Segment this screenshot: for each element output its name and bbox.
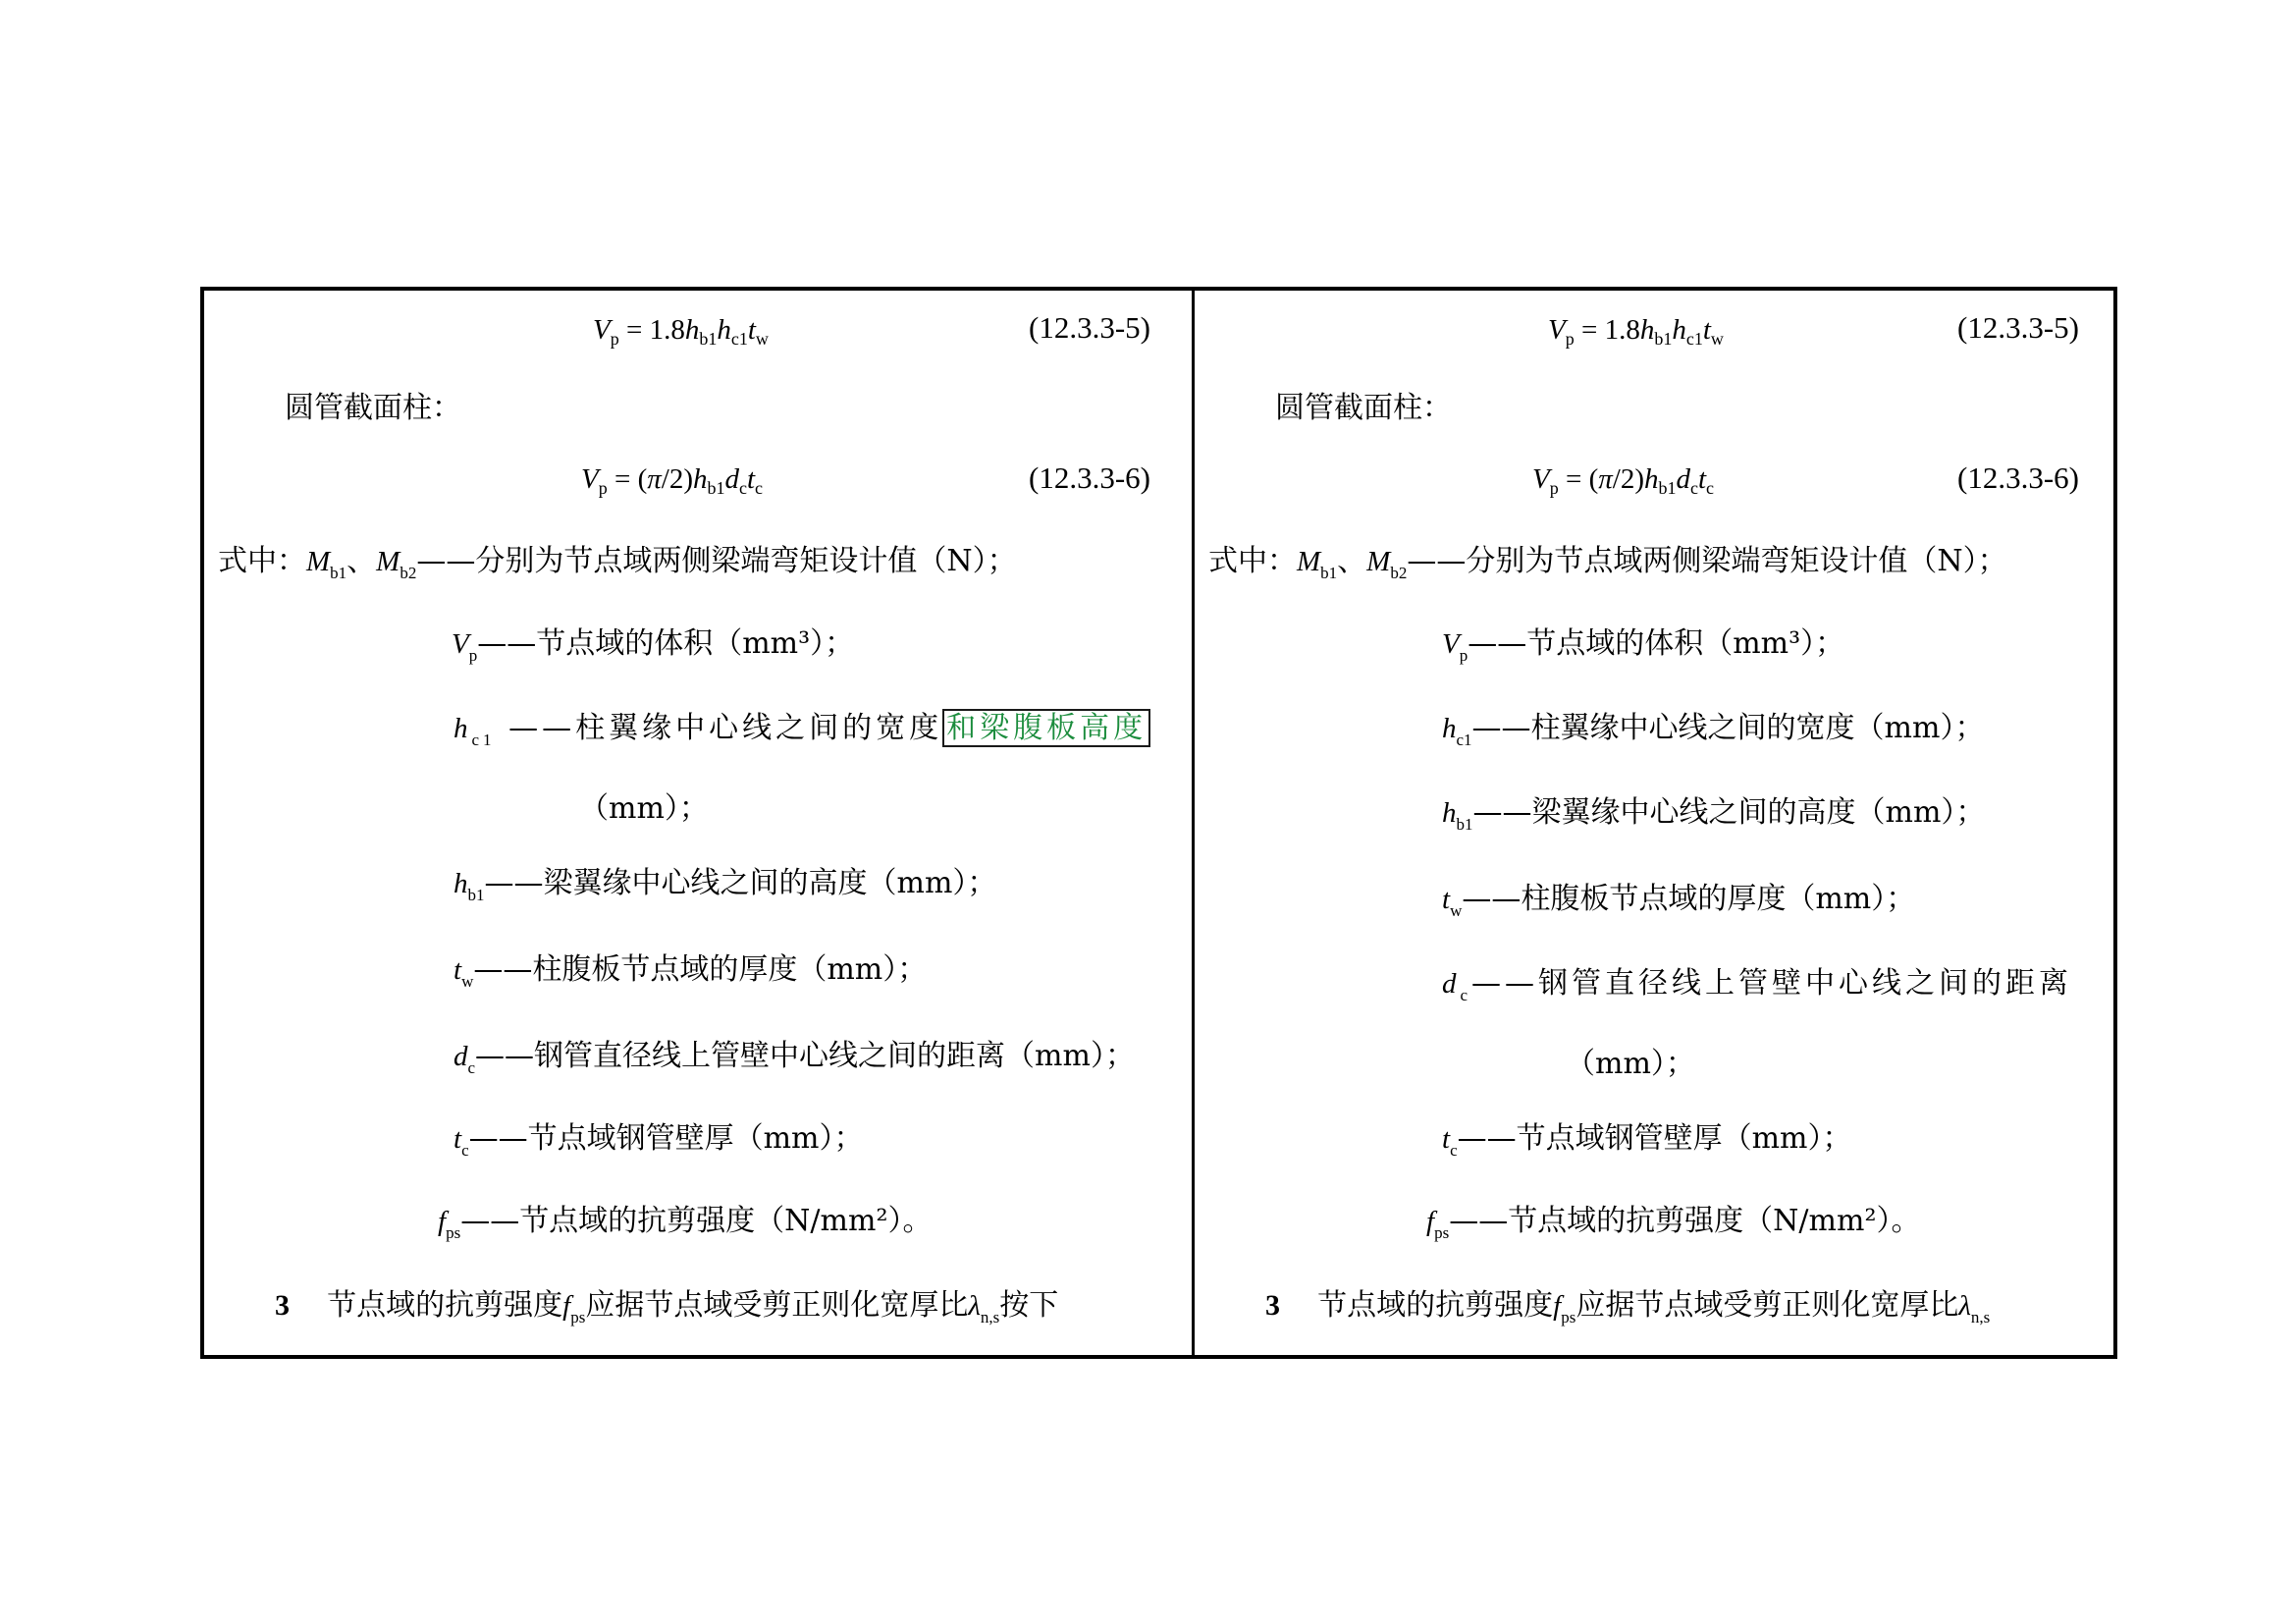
equation-12-3-3-5: $V_p = 1.8h_{b1}h_{c1}t_w$ — [1548, 314, 1724, 349]
definition-tc: $t_c——$节点域钢管壁厚（mm）； — [454, 1121, 864, 1160]
definition-mb: 式中：$M_{b1}$、$M_{b2}——$分别为节点域两侧梁端弯矩设计值（N）； — [218, 544, 1017, 582]
definition-tc: $t_c——$节点域钢管壁厚（mm）； — [1442, 1121, 1852, 1160]
equation-number: (12.3.3-6) — [1029, 460, 1150, 495]
definition-tw: $t_w——$柱腹板节点域的厚度（mm）； — [454, 952, 928, 991]
definition-hb1: $h_{b1}——$梁翼缘中心线之间的高度（mm）； — [1442, 795, 1986, 834]
equation-12-3-3-6: $V_p = (\pi/2)h_{b1}d_ct_c$ — [1532, 463, 1715, 498]
definition-tw: $t_w——$柱腹板节点域的厚度（mm）； — [1442, 882, 1916, 920]
equation-number: (12.3.3-5) — [1029, 310, 1150, 345]
definition-mb: 式中：$M_{b1}$、$M_{b2}——$分别为节点域两侧梁端弯矩设计值（N）； — [1208, 544, 2007, 582]
definition-hb1: $h_{b1}——$梁翼缘中心线之间的高度（mm）； — [454, 866, 997, 904]
round-tube-heading: 圆管截面柱： — [1275, 391, 1452, 425]
definition-dc-unit: （mm）； — [1566, 1047, 1695, 1081]
definition-hc1: $h_{c1}——$柱翼缘中心线之间的宽度（mm）； — [1442, 711, 1985, 749]
right-column — [1195, 287, 2113, 1359]
equation-number: (12.3.3-6) — [1957, 460, 2079, 495]
clause-3: 3 节点域的抗剪强度$f_{ps}$应据节点域受剪正则化宽厚比$\lambda_{n,s}$按下 — [275, 1288, 1059, 1326]
equation-12-3-3-6: $V_p = (\pi/2)h_{b1}d_ct_c$ — [581, 463, 764, 498]
definition-hc1-unit: （mm）； — [579, 791, 709, 826]
definition-vp: $V_p——$节点域的体积（mm³）； — [452, 626, 855, 665]
definition-dc: $d_c——$钢管直径线上管壁中心线之间的距离（mm）； — [454, 1039, 1135, 1077]
highlighted-insertion: 和梁腹板高度 — [942, 709, 1150, 747]
definition-fps: $f_{ps}——$节点域的抗剪强度（N/mm²）。 — [438, 1204, 933, 1242]
definition-dc: $d_c——$钢管直径线上管壁中心线之间的距离 — [1442, 966, 2073, 1004]
definition-hc1: $h_{c1}$ ——柱翼缘中心线之间的宽度 和梁腹板高度 — [454, 709, 1150, 760]
where-label: 式中： — [218, 544, 306, 578]
clause-3: 3 节点域的抗剪强度$f_{ps}$应据节点域受剪正则化宽厚比$\lambda_{n,s}$ — [1265, 1288, 1991, 1326]
equation-12-3-3-5: $V_p = 1.8h_{b1}h_{c1}t_w$ — [593, 314, 769, 349]
definition-fps: $f_{ps}——$节点域的抗剪强度（N/mm²）。 — [1426, 1204, 1921, 1242]
round-tube-heading: 圆管截面柱： — [285, 391, 461, 425]
definition-vp: $V_p——$节点域的体积（mm³）； — [1442, 626, 1845, 665]
left-column — [204, 287, 1192, 1359]
equation-number: (12.3.3-5) — [1957, 310, 2079, 345]
